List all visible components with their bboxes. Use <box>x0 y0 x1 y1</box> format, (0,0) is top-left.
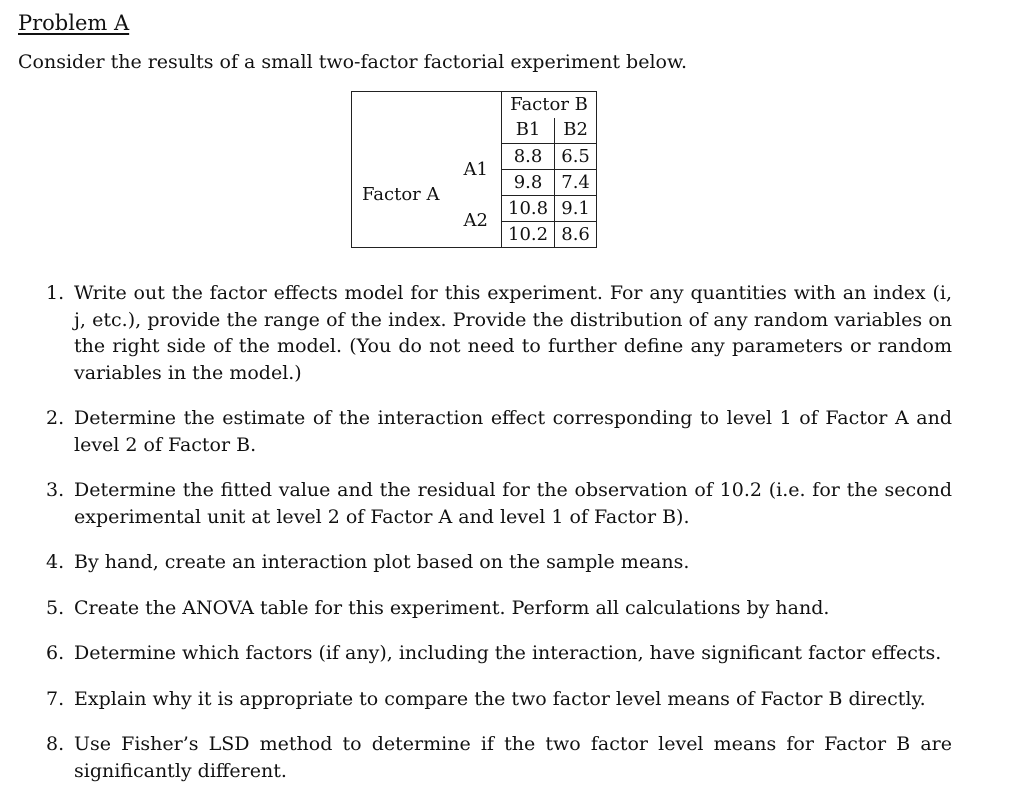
question-item <box>46 405 952 458</box>
question-item <box>46 549 952 576</box>
level-a1-header: A1 <box>463 158 488 180</box>
problem-title: Problem A <box>18 11 130 35</box>
question-text: Write out the factor effects model for this experiment. For any quantities with an index (i, j, etc.), provide the range of the index. Provide the distribution of any random variables on the right side of the model. (You do not need to further define any parameters or random variables in the model.) <box>74 282 952 384</box>
question-item <box>46 477 952 530</box>
table-cell: 6.5 <box>555 144 597 170</box>
question-item <box>46 731 952 784</box>
question-item <box>46 595 952 622</box>
question-number: 3. <box>46 479 65 501</box>
question-text: Determine which factors (if any), including the interaction, have significant factor effects. <box>74 642 942 664</box>
question-list <box>46 280 952 784</box>
table-cell: 7.4 <box>555 170 597 196</box>
table-cell: 10.2 <box>502 222 555 248</box>
question-number: 6. <box>46 642 65 664</box>
factor-a-header: Factor A <box>352 144 462 248</box>
question-text: Create the ANOVA table for this experiment. Perform all calculations by hand. <box>74 596 830 619</box>
level-a2-header: A2 <box>462 196 502 248</box>
problem-intro: Consider the results of a small two-factor factorial experiment below. <box>18 51 688 73</box>
question-text: Explain why it is appropriate to compare the two factor level means of Factor B directly. <box>74 687 926 710</box>
question-number: 4. <box>46 551 65 573</box>
table-cell: 9.8 <box>502 170 555 196</box>
table-cell: 8.8 <box>502 144 555 170</box>
question-item <box>46 686 952 713</box>
table-cell: 8.6 <box>555 222 597 248</box>
level-b1-header: B1 <box>502 118 555 144</box>
question-number: 7. <box>46 687 65 710</box>
question-item <box>46 640 952 667</box>
factor-b-header: Factor B <box>502 92 597 118</box>
question-text: Determine the fitted value and the residual for the observation of 10.2 (i.e. for the second experimental unit at level 2 of Factor A and level 1 of Factor B). <box>74 479 952 528</box>
question-number: 2. <box>46 407 65 429</box>
data-table <box>351 91 597 248</box>
question-number: 5. <box>46 596 65 619</box>
table-corner-cell <box>352 92 502 144</box>
question-item <box>46 280 952 386</box>
question-text: Determine the estimate of the interaction effect corresponding to level 1 of Factor A and level 2 of Factor B. <box>74 407 952 456</box>
level-b2-header: B2 <box>555 118 597 144</box>
table-cell: 9.1 <box>555 196 597 222</box>
question-number: 8. <box>46 733 65 755</box>
question-number: 1. <box>46 282 65 304</box>
table-cell: 10.8 <box>502 196 555 222</box>
question-text: By hand, create an interaction plot based on the sample means. <box>74 551 690 573</box>
question-text: Use Fisher’s LSD method to determine if the two factor level means for Factor B are significantly different. <box>74 733 952 782</box>
